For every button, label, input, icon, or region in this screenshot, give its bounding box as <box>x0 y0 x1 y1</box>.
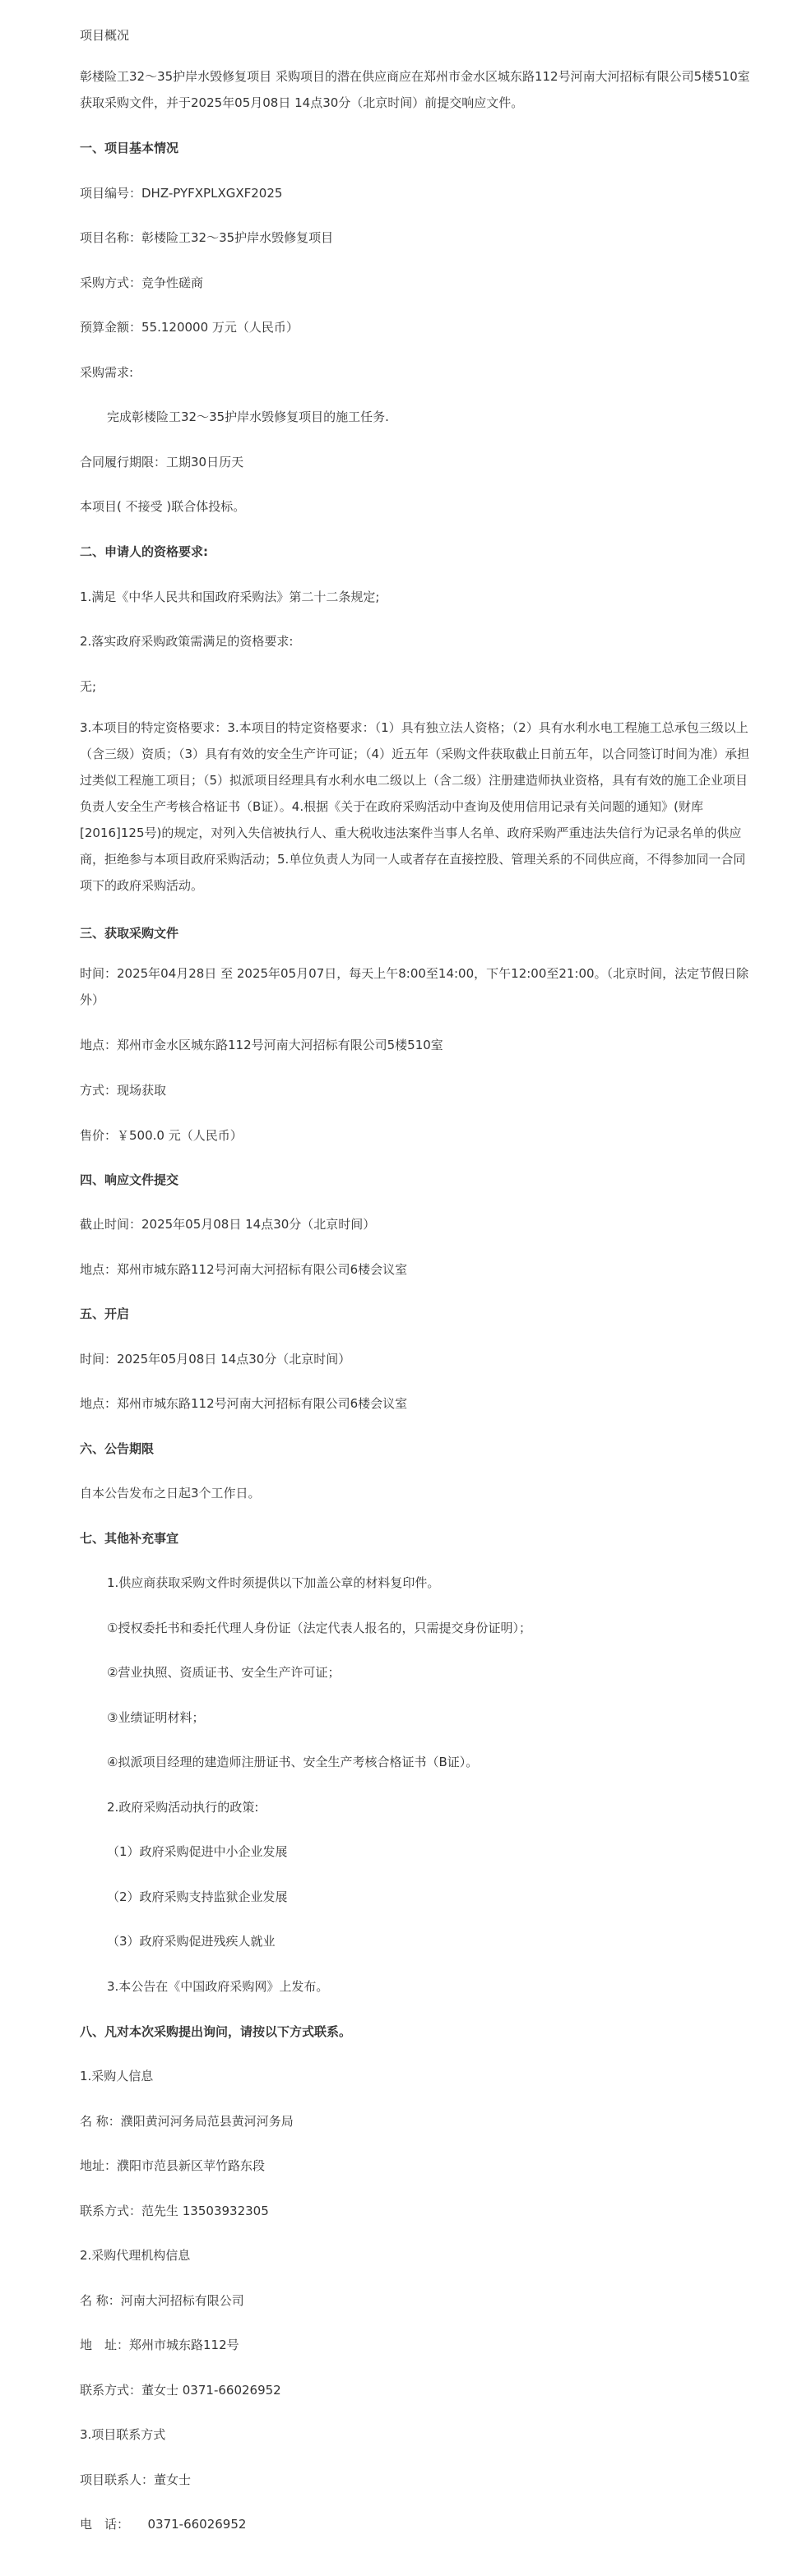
project-contact-phone: 电 话： 0371-66026952 <box>80 2517 247 2532</box>
section-7-heading: 七、其他补充事宜 <box>80 1531 179 1546</box>
notice-period: 自本公告发布之日起3个工作日。 <box>80 1486 261 1501</box>
submission-place: 地点：郑州市城东路112号河南大河招标有限公司6楼会议室 <box>80 1262 408 1277</box>
project-contact-person: 项目联系人：董女士 <box>80 2472 192 2487</box>
qualification-3: 3.本项目的特定资格要求：3.本项目的特定资格要求：（1）具有独立法人资格；（2）具有水利水电工程施工总承包三级以上（含三级）资质；（3）具有有效的安全生产许可证；（4）近五年（采购文件获取截止日前五年，以合同签订时间为准）承担过类似工程施工项目；（5）拟派项目经理具有水利水电二级以上（含二级）注册建造师执业资格，具有有效的施工企业项目负责人安全生产考核合格证书（B证）。4.根据《关于在政府采购活动中查询及使用信用记录有关问题的通知》(财库[2016]125号)的规定，对列入失信被执行人、重大税收违法案件当事人名单、政府采购严重违法失信行为记录名单的供应商，拒绝参与本项目政府采购活动；5.单位负责人为同一人或者存在直接控股、管理关系的不同供应商，不得参加同一合同项下的政府采购活动。 <box>80 720 750 893</box>
section-4-heading: 四、响应文件提交 <box>80 1172 179 1187</box>
procurement-method: 采购方式：竞争性磋商 <box>80 275 204 290</box>
supplement-item-1a: ①授权委托书和委托代理人身份证（法定代表人报名的，只需提交身份证明）； <box>107 1621 531 1635</box>
section-5-heading: 五、开启 <box>80 1306 130 1321</box>
project-name: 项目名称：彰楼险工32～35护岸水毁修复项目 <box>80 230 334 245</box>
supplement-item-1c: ③业绩证明材料； <box>107 1710 205 1725</box>
policy-item-2: （2）政府采购支持监狱企业发展 <box>107 1889 288 1904</box>
agency-address: 地 址：郑州市城东路112号 <box>80 2338 239 2352</box>
qualification-2-value: 无; <box>80 679 97 694</box>
submission-deadline: 截止时间：2025年05月08日 14点30分（北京时间） <box>80 1217 376 1232</box>
section-3-heading: 三、获取采购文件 <box>80 926 179 941</box>
obtain-place: 地点：郑州市金水区城东路112号河南大河招标有限公司5楼510室 <box>80 1038 443 1052</box>
supplement-item-1d: ④拟派项目经理的建造师注册证书、安全生产考核合格证书（B证）。 <box>107 1755 479 1769</box>
budget-amount: 预算金额：55.120000 万元（人民币） <box>80 320 299 335</box>
opening-place: 地点：郑州市城东路112号河南大河招标有限公司6楼会议室 <box>80 1396 408 1411</box>
supplement-item-3: 3.本公告在《中国政府采购网》上发布。 <box>107 1979 329 1994</box>
section-6-heading: 六、公告期限 <box>80 1441 155 1456</box>
agency-contact: 联系方式：董女士 0371-66026952 <box>80 2383 281 2398</box>
obtain-time: 时间：2025年04月28日 至 2025年05月07日，每天上午8:00至14:00，下午12:00至21:00。（北京时间，法定节假日除外） <box>80 966 749 1007</box>
agency-info-label: 2.采购代理机构信息 <box>80 2248 191 2263</box>
section-1-heading: 一、项目基本情况 <box>80 141 179 155</box>
project-contact-label: 3.项目联系方式 <box>80 2427 166 2442</box>
qualification-1: 1.满足《中华人民共和国政府采购法》第二十二条规定; <box>80 590 380 604</box>
project-number: 项目编号：DHZ-PYFXPLXGXF2025 <box>80 186 283 201</box>
demand-text: 完成彰楼险工32～35护岸水毁修复项目的施工任务. <box>107 409 389 424</box>
purchaser-address: 地址：濮阳市范县新区苹竹路东段 <box>80 2158 266 2173</box>
supplement-item-2: 2.政府采购活动执行的政策: <box>107 1800 259 1815</box>
purchaser-name: 名 称：濮阳黄河河务局范县黄河河务局 <box>80 2114 294 2129</box>
policy-item-1: （1）政府采购促进中小企业发展 <box>107 1844 288 1859</box>
agency-name: 名 称：河南大河招标有限公司 <box>80 2293 244 2308</box>
contract-period: 合同履行期限：工期30日历天 <box>80 455 244 469</box>
section-2-heading: 二、申请人的资格要求: <box>80 544 208 559</box>
document-price: 售价：￥500.0 元（人民币） <box>80 1128 243 1143</box>
overview-title: 项目概况 <box>80 28 130 43</box>
section-8-heading: 八、凡对本次采购提出询问，请按以下方式联系。 <box>80 2024 352 2039</box>
supplement-item-1b: ②营业执照、资质证书、安全生产许可证； <box>107 1665 341 1680</box>
policy-item-3: （3）政府采购促进残疾人就业 <box>107 1934 276 1949</box>
supplement-item-1: 1.供应商获取采购文件时须提供以下加盖公章的材料复印件。 <box>107 1575 440 1590</box>
obtain-way: 方式：现场获取 <box>80 1083 167 1098</box>
consortium-note: 本项目( 不接受 )联合体投标。 <box>80 499 246 514</box>
purchaser-contact: 联系方式：范先生 13503932305 <box>80 2204 269 2218</box>
intro-paragraph: 彰楼险工32～35护岸水毁修复项目 采购项目的潜在供应商应在郑州市金水区城东路112号河南大河招标有限公司5楼510室获取采购文件，并于2025年05月08日 14点30分（北京时间）前提交响应文件。 <box>80 69 750 110</box>
purchaser-info-label: 1.采购人信息 <box>80 2069 154 2083</box>
qualification-2: 2.落实政府采购政策需满足的资格要求: <box>80 634 294 649</box>
demand-label: 采购需求: <box>80 365 134 380</box>
opening-time: 时间：2025年05月08日 14点30分（北京时间） <box>80 1352 351 1367</box>
